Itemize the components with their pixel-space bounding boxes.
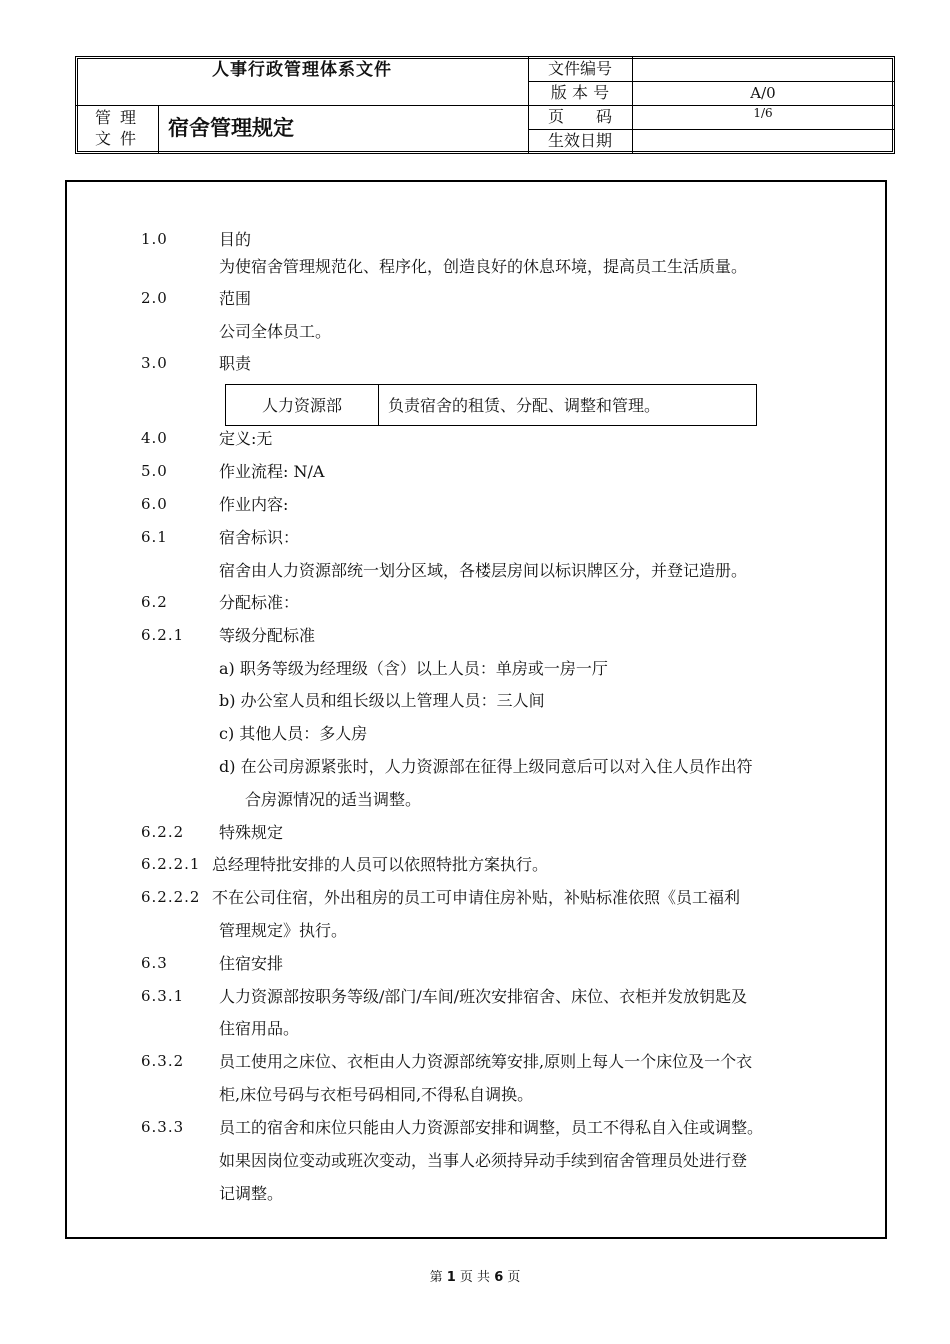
field-label-version: 版 本 号 <box>550 83 610 102</box>
section-number: 6.2.1 <box>141 626 185 644</box>
section-title: 住宿安排 <box>219 954 284 973</box>
section-number: 5.0 <box>141 462 168 480</box>
footer-prefix: 第 <box>429 1270 443 1285</box>
section-body-line1: 不在公司住宿，外出租房的员工可申请住房补贴，补贴标准依照《员工福利 <box>212 888 741 907</box>
section-number: 6.2 <box>141 593 168 611</box>
section-2-body: 公司全体员工。 <box>219 322 332 341</box>
section-body-line1: 人力资源部按职务等级/部门/车间/班次安排宿舍、床位、衣柜并发放钥匙及 <box>219 987 748 1006</box>
section-number: 6.2.2.2 <box>141 888 201 906</box>
footer-middle: 页 共 <box>459 1270 491 1285</box>
section-title: 目的 <box>219 230 252 249</box>
responsibility-description: 负责宿舍的租赁、分配、调整和管理。 <box>388 396 661 415</box>
section-6-1-body: 宿舍由人力资源部统一划分区域，各楼层房间以标识牌区分，并登记造册。 <box>219 561 748 580</box>
list-item-d-line2: 合房源情况的适当调整。 <box>245 790 422 809</box>
section-number: 6.0 <box>141 495 168 513</box>
section-title: 特殊规定 <box>219 823 284 842</box>
field-value-doc-number <box>632 57 894 81</box>
section-number: 3.0 <box>141 354 168 372</box>
document-header-table <box>75 56 895 154</box>
responsibility-table <box>225 384 757 426</box>
field-label-doc-number: 文件编号 <box>547 59 612 78</box>
section-1-body: 为使宿舍管理规范化、程序化，创造良好的休息环境，提高员工生活质量。 <box>219 257 748 276</box>
section-6-2-2-2-line2: 管理规定》执行。 <box>219 921 348 940</box>
field-label-effective-date: 生效日期 <box>547 131 612 150</box>
section-title: 定义:无 <box>219 429 273 448</box>
section-title: 宿舍标识： <box>219 528 300 547</box>
document-title: 宿舍管理规定 <box>168 116 294 140</box>
section-body: 总经理特批安排的人员可以依照特批方案执行。 <box>212 855 549 874</box>
field-label-page: 页 码 <box>547 107 612 126</box>
section-title: 范围 <box>219 289 252 308</box>
list-item-b: b) 办公室人员和组长级以上管理人员：三人间 <box>219 691 545 710</box>
page-footer <box>0 1266 950 1285</box>
section-number: 6.1 <box>141 528 168 546</box>
section-title: 职责 <box>219 354 252 373</box>
section-title: 分配标准： <box>219 593 300 612</box>
section-number: 4.0 <box>141 429 168 447</box>
footer-page-number: 1 <box>446 1270 456 1285</box>
field-value-page: 1/6 <box>753 106 773 120</box>
footer-total-pages: 6 <box>494 1270 504 1285</box>
section-number: 2.0 <box>141 289 168 307</box>
field-value-version: A/0 <box>750 84 776 102</box>
field-value-effective-date <box>632 129 894 153</box>
section-number: 1.0 <box>141 230 168 248</box>
document-body <box>65 180 887 1239</box>
section-6-3-2-line2: 柜,床位号码与衣柜号码相同,不得私自调换。 <box>219 1085 534 1104</box>
section-title: 作业内容: <box>219 495 289 514</box>
section-6-3-1-line2: 住宿用品。 <box>219 1019 300 1038</box>
section-number: 6.2.2.1 <box>141 855 201 873</box>
section-title: 作业流程: N/A <box>219 462 325 481</box>
section-6-3-3-line3: 记调整。 <box>219 1184 284 1203</box>
section-title: 等级分配标准 <box>219 626 316 645</box>
responsibility-department: 人力资源部 <box>226 385 379 425</box>
section-body-line1: 员工的宿舍和床位只能由人力资源部安排和调整，员工不得私自入住或调整。 <box>219 1118 764 1137</box>
section-number: 6.3.3 <box>141 1118 185 1136</box>
list-item-a: a) 职务等级为经理级（含）以上人员：单房或一房一厅 <box>219 659 608 678</box>
section-body-line1: 员工使用之床位、衣柜由人力资源部统筹安排,原则上每人一个床位及一个衣 <box>219 1052 753 1071</box>
category-label <box>82 105 158 151</box>
section-number: 6.3.2 <box>141 1052 185 1070</box>
section-6-3-3-line2: 如果因岗位变动或班次变动，当事人必须持异动手续到宿舍管理员处进行登 <box>219 1151 748 1170</box>
category-line-2: 文件 <box>94 129 145 148</box>
section-number: 6.2.2 <box>141 823 185 841</box>
category-line-1: 管理 <box>94 108 145 127</box>
section-number: 6.3 <box>141 954 168 972</box>
footer-suffix: 页 <box>507 1270 521 1285</box>
list-item-c: c) 其他人员：多人房 <box>219 724 368 743</box>
list-item-d-line1: d) 在公司房源紧张时，人力资源部在征得上级同意后可以对入住人员作出符 <box>219 757 753 776</box>
section-number: 6.3.1 <box>141 987 185 1005</box>
system-title: 人事行政管理体系文件 <box>212 60 392 80</box>
